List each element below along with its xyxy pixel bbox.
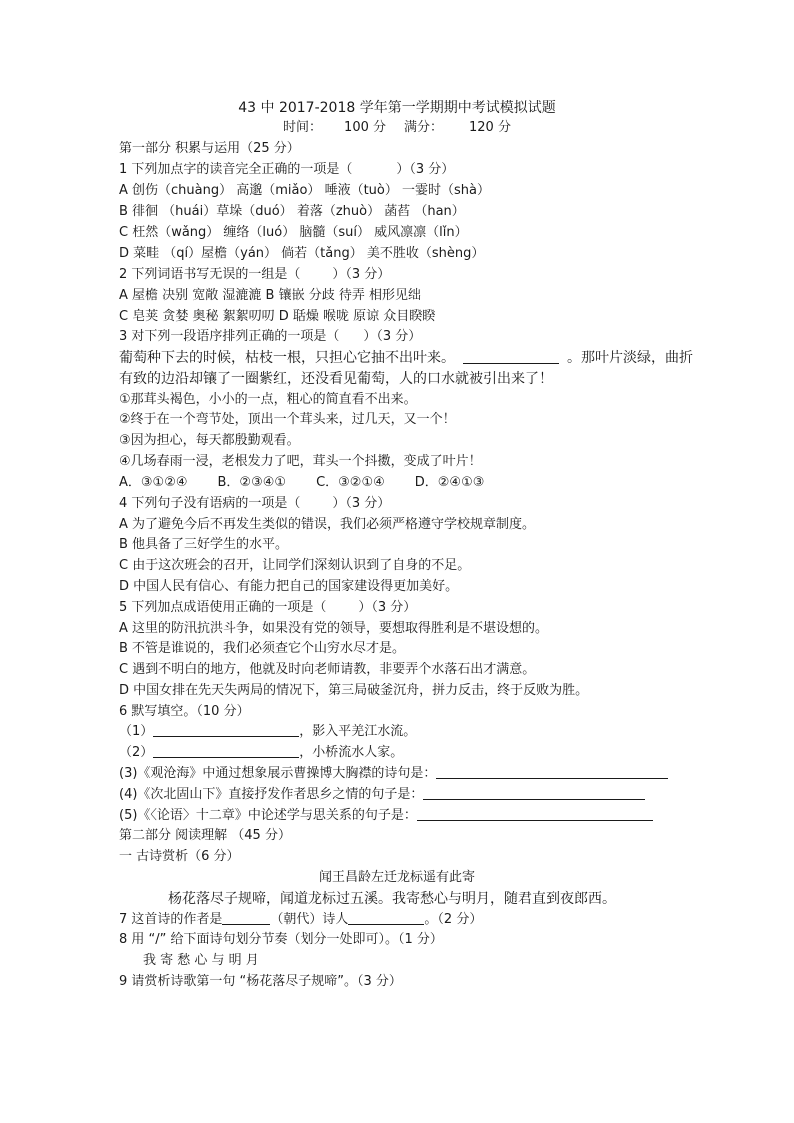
q3-paragraph-line1 xyxy=(119,348,693,368)
q6-line-3-text: (3)《观沧海》中通过想象展示曹操博大胸襟的诗句是： xyxy=(119,766,437,781)
q5-option-c: C 遇到不明白的地方，他就及时向老师请教，非要弄个水落石出才满意。 xyxy=(119,662,536,677)
q6-blank-2[interactable] xyxy=(153,743,299,758)
q8-poem-line: 我 寄 愁 心 与 明 月 xyxy=(143,953,259,968)
exam-meta xyxy=(0,118,794,138)
q2-options-ab: A 屋檐 决别 宽敞 湿漉漉 B 镶嵌 分歧 待弄 相形见绌 xyxy=(119,288,422,303)
time-label: 时间： xyxy=(283,120,323,135)
q5-option-b: B 不管是谁说的，我们必须查它个山穷水尽才是。 xyxy=(119,641,406,656)
q5-option-a: A 这里的防汛抗洪斗争，如果没有党的领导，要想取得胜利是不堪设想的。 xyxy=(119,621,549,636)
q5-stem xyxy=(119,598,416,618)
q6-line-2-number: （2） xyxy=(119,745,154,760)
q6-blank-3[interactable] xyxy=(436,764,668,779)
q4-option-c: C 由于这次班会的召开，让同学们深刻认识到了自身的不足。 xyxy=(119,558,471,573)
q6-blank-4[interactable] xyxy=(423,785,645,800)
q3-sentence-2: ②终于在一个弯节处，顶出一个茸头来，过几天，又一个！ xyxy=(119,412,456,427)
q6-line-1-number: （1） xyxy=(119,724,154,739)
score-value: 120 分 xyxy=(469,120,511,135)
q6-line-3 xyxy=(119,764,668,784)
q7-text-poet: （朝代）诗人 xyxy=(270,912,349,927)
poem-title: 闻王昌龄左迁龙标遥有此寄 xyxy=(318,870,475,885)
q3-options xyxy=(119,473,484,493)
exam-title: 43 中 2017-2018 学年第一学期期中考试模拟试题 xyxy=(238,100,556,116)
q3-sentence-4: ④几场春雨一浸，老根发力了吧，茸头一个抖擞，变成了叶片！ xyxy=(119,454,482,469)
q3-paragraph-line2: 有致的边沿却镶了一圈紫红，还没看见葡萄，人的口水就被引出来了！ xyxy=(119,371,553,387)
q3-paragraph-text-end: 。那叶片淡绿，曲折 xyxy=(567,350,693,366)
part2-heading: 第二部分 阅读理解 （45 分） xyxy=(119,828,291,843)
q5-stem-text: 5 下列加点成语使用正确的一项是（ xyxy=(119,600,327,615)
q1-option-b: B 徘徊 （huái）草垛（duó） 着落（zhuò） 菡萏 （han） xyxy=(119,204,465,219)
q6-line-5 xyxy=(119,806,653,826)
q1-stem-score: ）（3 分） xyxy=(396,162,455,177)
q6-line-5-text: (5)《〈论语〉十二章》中论述学与思关系的句子是： xyxy=(119,808,417,823)
q3-sentence-3: ③因为担心，每天都殷勤观看。 xyxy=(119,433,300,448)
q4-option-d: D 中国人民有信心、有能力把自己的国家建设得更加美好。 xyxy=(119,579,459,594)
q6-blank-1[interactable] xyxy=(153,722,299,737)
q3-option-d: D．②④①③ xyxy=(414,475,485,490)
q6-blank-5[interactable] xyxy=(417,806,653,821)
q6-line-4 xyxy=(119,785,645,805)
section-poem-heading: 一 古诗赏析（6 分） xyxy=(119,849,240,864)
q7-text: 7 这首诗的作者是 xyxy=(119,912,223,927)
q6-stem: 6 默写填空。（10 分） xyxy=(119,704,250,719)
time-value: 100 分 xyxy=(344,120,386,135)
q8: 8 用 “/” 给下面诗句划分节奏（划分一处即可）。（1 分） xyxy=(119,932,443,947)
q4-option-a: A 为了避免今后不再发生类似的错误，我们必须严格遵守学校规章制度。 xyxy=(119,517,536,532)
q1-option-c: C 枉然（wǎng） 缠络（luó） 脑髓（suí） 威风凛凛（lǐn） xyxy=(119,225,468,240)
q2-stem xyxy=(119,265,390,285)
q4-stem-text: 4 下列句子没有语病的一项是（ xyxy=(119,496,301,511)
q7-blank-dynasty[interactable] xyxy=(222,910,270,925)
q1-option-a: A 创伤（chuàng） 高邈（miǎo） 唾液（tuò） 一霎时（shà） xyxy=(119,183,490,198)
q5-stem-score: ）（3 分） xyxy=(358,600,417,615)
q1-option-d: D 菜畦 （qí）屋檐（yán） 倘若（tǎng） 美不胜收（shèng） xyxy=(119,246,485,261)
q5-option-d: D 中国女排在先天失两局的情况下，第三局破釜沉舟，拼力反击，终于反败为胜。 xyxy=(119,683,589,698)
part1-heading: 第一部分 积累与运用（25 分） xyxy=(119,141,300,156)
q4-stem xyxy=(119,494,390,514)
q1-stem-text: 1 下列加点字的读音完全正确的一项是（ xyxy=(119,162,353,177)
q1-stem xyxy=(119,160,454,180)
q3-paragraph-text: 葡萄种下去的时候，枯枝一根，只担心它抽不出叶来。 xyxy=(119,350,455,366)
q3-stem xyxy=(119,327,421,347)
q2-stem-text: 2 下列词语书写无误的一组是（ xyxy=(119,267,301,282)
q6-line-1-text: ，影入平羌江水流。 xyxy=(299,724,417,739)
q3-option-b: B．②③④① xyxy=(217,475,287,490)
q3-option-a: A．③①②④ xyxy=(119,475,188,490)
q2-options-cd: C 皂荚 贪婪 奥秘 絮絮叨叨 D 聒燥 喉咙 原谅 众目睽睽 xyxy=(119,309,436,324)
q6-line-4-text: (4)《次北固山下》直接抒发作者思乡之情的句子是： xyxy=(119,787,424,802)
q3-sentence-1: ①那茸头褐色，小小的一点，粗心的简直看不出来。 xyxy=(119,392,417,407)
q7 xyxy=(119,910,482,930)
poem-text: 杨花落尽子规啼，闻道龙标过五溪。我寄愁心与明月，随君直到夜郎西。 xyxy=(168,891,616,907)
q2-stem-score: ）（3 分） xyxy=(332,267,391,282)
q3-stem-text: 3 对下列一段语序排列正确的一项是（ xyxy=(119,329,340,344)
q6-line-2-text: ，小桥流水人家。 xyxy=(299,745,404,760)
q6-line-2 xyxy=(119,743,403,763)
score-label: 满分： xyxy=(404,120,444,135)
q3-option-c: C．③②①④ xyxy=(316,475,385,490)
q3-blank[interactable] xyxy=(463,349,559,364)
q3-stem-score: ）（3 分） xyxy=(363,329,422,344)
q4-option-b: B 他具备了三好学生的水平。 xyxy=(119,537,289,552)
q6-line-1 xyxy=(119,722,416,742)
q9: 9 请赏析诗歌第一句 “杨花落尽子规啼”。（3 分） xyxy=(119,974,402,989)
q7-score: 。（2 分） xyxy=(424,912,483,927)
q7-blank-poet[interactable] xyxy=(348,910,424,925)
q4-stem-score: ）（3 分） xyxy=(332,496,391,511)
